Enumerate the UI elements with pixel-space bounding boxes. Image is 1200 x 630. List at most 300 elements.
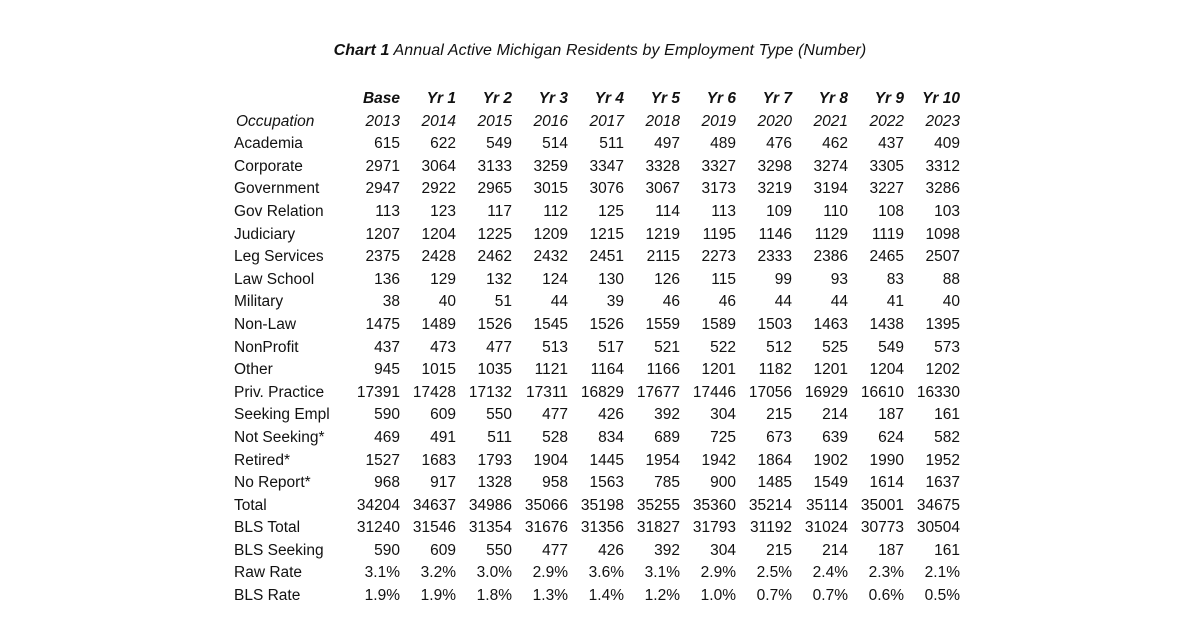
data-cell: 1489 xyxy=(421,315,456,333)
data-cell: 1.4% xyxy=(588,587,624,605)
data-cell: 46 xyxy=(662,293,680,311)
data-cell: 17428 xyxy=(412,383,456,401)
data-cell: 0.7% xyxy=(756,587,792,605)
data-cell: 1526 xyxy=(589,315,624,333)
year-cell: 2019 xyxy=(701,112,736,130)
data-cell: 1902 xyxy=(813,451,848,469)
data-cell: 582 xyxy=(934,428,960,446)
data-cell: 477 xyxy=(542,406,568,424)
data-cell: 304 xyxy=(710,541,736,559)
data-cell: 3328 xyxy=(645,157,680,175)
table-row xyxy=(234,269,960,292)
data-cell: 2115 xyxy=(646,248,680,266)
data-cell: 83 xyxy=(886,270,904,288)
data-cell: 511 xyxy=(599,135,624,153)
column-header: Base xyxy=(362,90,400,107)
data-cell: 517 xyxy=(598,338,624,356)
data-cell: 3133 xyxy=(477,157,512,175)
data-cell: 409 xyxy=(934,135,960,153)
data-cell: 3.6% xyxy=(588,564,624,582)
data-cell: 426 xyxy=(598,406,624,424)
data-cell: 573 xyxy=(934,338,960,356)
data-cell: 511 xyxy=(487,428,512,446)
data-cell: 3219 xyxy=(757,180,792,198)
data-cell: 39 xyxy=(606,293,624,311)
data-cell: 426 xyxy=(598,541,624,559)
data-cell: 639 xyxy=(822,428,848,446)
data-cell: 3259 xyxy=(533,157,568,175)
data-cell: 3015 xyxy=(533,180,568,198)
data-cell: 30773 xyxy=(860,519,904,537)
data-cell: 2.9% xyxy=(700,564,736,582)
data-cell: 522 xyxy=(710,338,736,356)
row-label: BLS Seeking xyxy=(234,541,324,559)
data-cell: 16330 xyxy=(916,383,960,401)
data-cell: 1485 xyxy=(757,474,792,492)
data-cell: 1438 xyxy=(869,315,904,333)
data-cell: 161 xyxy=(934,406,960,424)
header-blank-cell xyxy=(234,88,344,111)
data-cell: 126 xyxy=(654,270,680,288)
data-cell: 1215 xyxy=(589,225,624,243)
data-cell: 35066 xyxy=(524,496,568,514)
data-cell: 1209 xyxy=(533,225,568,243)
data-cell: 31192 xyxy=(750,519,792,537)
data-cell: 1098 xyxy=(925,225,960,243)
data-cell: 31546 xyxy=(412,519,456,537)
data-cell: 1204 xyxy=(869,361,904,379)
data-cell: 3.1% xyxy=(364,564,400,582)
data-cell: 437 xyxy=(374,338,400,356)
table-row xyxy=(234,427,960,450)
data-cell: 35001 xyxy=(860,496,904,514)
data-cell: 1204 xyxy=(421,225,456,243)
chart-title-text: Annual Active Michigan Residents by Employment Type (Number) xyxy=(393,42,867,59)
data-cell: 2451 xyxy=(589,248,624,266)
table-row xyxy=(234,517,960,540)
column-header: Yr 4 xyxy=(594,90,624,107)
table-body xyxy=(234,111,960,608)
data-cell: 2507 xyxy=(925,248,960,266)
data-cell: 34986 xyxy=(468,496,512,514)
column-header: Yr 1 xyxy=(426,90,456,107)
header-row xyxy=(234,88,960,111)
occupation-header: Occupation xyxy=(236,112,315,130)
data-cell: 689 xyxy=(654,428,680,446)
data-cell: 31827 xyxy=(636,519,680,537)
data-cell: 31793 xyxy=(692,519,736,537)
data-cell: 725 xyxy=(710,428,736,446)
data-cell: 549 xyxy=(878,338,904,356)
data-cell: 673 xyxy=(766,428,792,446)
data-cell: 1614 xyxy=(869,474,904,492)
data-cell: 917 xyxy=(430,474,456,492)
data-cell: 3.2% xyxy=(420,564,456,582)
data-cell: 2.5% xyxy=(756,564,792,582)
data-cell: 103 xyxy=(934,202,960,220)
data-cell: 1219 xyxy=(645,225,680,243)
data-cell: 34204 xyxy=(356,496,400,514)
data-cell: 1549 xyxy=(813,474,848,492)
data-cell: 136 xyxy=(374,270,400,288)
data-cell: 489 xyxy=(710,135,736,153)
data-cell: 1015 xyxy=(421,361,456,379)
data-cell: 1195 xyxy=(702,225,736,243)
data-cell: 1146 xyxy=(758,225,792,243)
data-cell: 473 xyxy=(430,338,456,356)
data-table xyxy=(234,88,960,608)
data-cell: 3227 xyxy=(869,180,904,198)
data-cell: 2971 xyxy=(365,157,400,175)
data-cell: 550 xyxy=(486,406,512,424)
data-cell: 2273 xyxy=(701,248,736,266)
data-cell: 215 xyxy=(766,541,792,559)
row-label: NonProfit xyxy=(234,338,299,356)
row-label: Total xyxy=(234,496,267,514)
data-cell: 624 xyxy=(878,428,904,446)
data-cell: 112 xyxy=(543,202,568,220)
year-cell: 2018 xyxy=(645,112,680,130)
data-cell: 1952 xyxy=(925,451,960,469)
data-cell: 3274 xyxy=(813,157,848,175)
data-cell: 437 xyxy=(878,135,904,153)
data-cell: 31240 xyxy=(356,519,400,537)
column-header: Yr 6 xyxy=(706,90,736,107)
data-cell: 1182 xyxy=(758,361,792,379)
data-cell: 35214 xyxy=(748,496,792,514)
data-cell: 514 xyxy=(542,135,568,153)
table-row xyxy=(234,133,960,156)
data-cell: 1395 xyxy=(925,315,960,333)
row-label: Seeking Empl xyxy=(234,406,330,424)
data-cell: 35198 xyxy=(580,496,624,514)
data-cell: 550 xyxy=(486,541,512,559)
table-row xyxy=(234,404,960,427)
data-cell: 834 xyxy=(598,428,624,446)
data-cell: 469 xyxy=(374,428,400,446)
data-cell: 1.2% xyxy=(644,587,680,605)
data-cell: 525 xyxy=(822,338,848,356)
data-cell: 132 xyxy=(486,270,512,288)
data-cell: 900 xyxy=(710,474,736,492)
data-cell: 17391 xyxy=(356,383,400,401)
data-cell: 590 xyxy=(374,541,400,559)
data-cell: 16829 xyxy=(580,383,624,401)
data-cell: 3327 xyxy=(701,157,736,175)
data-cell: 214 xyxy=(822,406,848,424)
data-cell: 513 xyxy=(542,338,568,356)
row-label: Priv. Practice xyxy=(234,383,325,401)
data-cell: 3298 xyxy=(757,157,792,175)
data-cell: 30504 xyxy=(916,519,960,537)
data-cell: 17311 xyxy=(526,383,568,401)
data-cell: 114 xyxy=(655,202,680,220)
data-cell: 1503 xyxy=(757,315,792,333)
data-cell: 2462 xyxy=(477,248,512,266)
table-row xyxy=(234,450,960,473)
data-cell: 1164 xyxy=(590,361,624,379)
data-cell: 1035 xyxy=(477,361,512,379)
data-cell: 609 xyxy=(430,406,456,424)
data-cell: 3305 xyxy=(869,157,904,175)
data-cell: 1637 xyxy=(925,474,960,492)
data-cell: 1207 xyxy=(365,225,400,243)
row-label: Leg Services xyxy=(234,248,324,266)
data-cell: 2.4% xyxy=(812,564,848,582)
year-cell: 2017 xyxy=(589,112,624,130)
row-label: Government xyxy=(234,180,320,198)
data-cell: 17056 xyxy=(748,383,792,401)
row-label: Retired* xyxy=(234,451,290,469)
data-cell: 16929 xyxy=(804,383,848,401)
data-cell: 958 xyxy=(542,474,568,492)
row-label: Law School xyxy=(234,270,315,288)
data-cell: 1793 xyxy=(477,451,512,469)
data-cell: 99 xyxy=(774,270,792,288)
data-cell: 2.9% xyxy=(532,564,568,582)
data-cell: 115 xyxy=(711,270,736,288)
data-cell: 1201 xyxy=(813,361,848,379)
data-cell: 3064 xyxy=(421,157,456,175)
data-cell: 3076 xyxy=(589,180,624,198)
data-cell: 1954 xyxy=(645,451,680,469)
data-cell: 1201 xyxy=(701,361,736,379)
data-cell: 35255 xyxy=(636,496,680,514)
table-row xyxy=(234,472,960,495)
data-cell: 41 xyxy=(886,293,904,311)
data-cell: 3173 xyxy=(701,180,736,198)
row-label: Not Seeking* xyxy=(234,428,325,446)
data-cell: 1121 xyxy=(534,361,568,379)
year-cell: 2020 xyxy=(757,112,792,130)
table-row xyxy=(234,314,960,337)
data-cell: 1129 xyxy=(814,225,848,243)
data-cell: 46 xyxy=(718,293,736,311)
data-cell: 1527 xyxy=(365,451,400,469)
data-cell: 1445 xyxy=(589,451,624,469)
data-cell: 1.3% xyxy=(532,587,568,605)
year-cell: 2014 xyxy=(421,112,456,130)
row-label: Academia xyxy=(234,135,303,153)
data-cell: 31356 xyxy=(580,519,624,537)
column-header: Yr 2 xyxy=(482,90,512,107)
data-cell: 109 xyxy=(766,202,792,220)
data-cell: 491 xyxy=(430,428,456,446)
table-row xyxy=(234,585,960,608)
data-cell: 187 xyxy=(878,541,904,559)
data-cell: 17446 xyxy=(692,383,736,401)
table-row xyxy=(234,382,960,405)
data-cell: 392 xyxy=(654,541,680,559)
data-cell: 3.0% xyxy=(476,564,512,582)
data-cell: 214 xyxy=(822,541,848,559)
year-cell: 2023 xyxy=(925,112,960,130)
column-header: Yr 8 xyxy=(818,90,848,107)
data-cell: 40 xyxy=(438,293,456,311)
data-cell: 392 xyxy=(654,406,680,424)
data-cell: 0.6% xyxy=(868,587,904,605)
data-cell: 1.0% xyxy=(700,587,736,605)
data-cell: 2428 xyxy=(421,248,456,266)
data-cell: 1119 xyxy=(871,225,904,243)
data-cell: 108 xyxy=(878,202,904,220)
chart-title xyxy=(0,42,1200,60)
data-cell: 3312 xyxy=(925,157,960,175)
data-cell: 1545 xyxy=(533,315,568,333)
data-cell: 0.5% xyxy=(924,587,960,605)
data-cell: 477 xyxy=(542,541,568,559)
data-cell: 0.7% xyxy=(812,587,848,605)
data-cell: 113 xyxy=(375,202,400,220)
data-cell: 1328 xyxy=(477,474,512,492)
data-cell: 40 xyxy=(942,293,960,311)
data-cell: 615 xyxy=(374,135,400,153)
data-cell: 1559 xyxy=(645,315,680,333)
data-cell: 1225 xyxy=(477,225,512,243)
row-label: Raw Rate xyxy=(234,564,303,582)
column-header: Yr 10 xyxy=(922,90,960,107)
row-label: Corporate xyxy=(234,157,303,175)
data-cell: 3194 xyxy=(813,180,848,198)
data-cell: 549 xyxy=(486,135,512,153)
table-row xyxy=(234,562,960,585)
data-cell: 968 xyxy=(374,474,400,492)
data-cell: 130 xyxy=(598,270,624,288)
data-cell: 17132 xyxy=(468,383,512,401)
table-row xyxy=(234,359,960,382)
data-cell: 2465 xyxy=(869,248,904,266)
data-cell: 3347 xyxy=(589,157,624,175)
data-cell: 1.9% xyxy=(420,587,456,605)
year-cell: 2022 xyxy=(869,112,904,130)
row-label: BLS Rate xyxy=(234,587,301,605)
data-cell: 161 xyxy=(934,541,960,559)
table-row xyxy=(234,201,960,224)
data-cell: 512 xyxy=(766,338,792,356)
data-cell: 2.3% xyxy=(868,564,904,582)
table-row xyxy=(234,291,960,314)
data-cell: 609 xyxy=(430,541,456,559)
row-label: Non-Law xyxy=(234,315,297,333)
data-cell: 88 xyxy=(942,270,960,288)
row-label: Gov Relation xyxy=(234,202,324,220)
data-cell: 113 xyxy=(711,202,736,220)
data-cell: 117 xyxy=(487,202,512,220)
data-cell: 2922 xyxy=(421,180,456,198)
data-cell: 1589 xyxy=(701,315,736,333)
year-cell: 2015 xyxy=(477,112,512,130)
year-cell: 2021 xyxy=(813,112,848,130)
data-cell: 2947 xyxy=(365,180,400,198)
data-cell: 17677 xyxy=(636,383,680,401)
data-cell: 785 xyxy=(654,474,680,492)
data-cell: 44 xyxy=(774,293,792,311)
table-row xyxy=(234,337,960,360)
data-cell: 93 xyxy=(830,270,848,288)
data-cell: 590 xyxy=(374,406,400,424)
data-cell: 1.8% xyxy=(476,587,512,605)
year-cell: 2016 xyxy=(533,112,568,130)
row-label: Military xyxy=(234,293,284,311)
data-cell: 2386 xyxy=(813,248,848,266)
data-cell: 31024 xyxy=(804,519,848,537)
data-cell: 215 xyxy=(766,406,792,424)
data-cell: 38 xyxy=(382,293,400,311)
data-cell: 1990 xyxy=(869,451,904,469)
data-cell: 16610 xyxy=(860,383,904,401)
data-cell: 528 xyxy=(542,428,568,446)
data-cell: 125 xyxy=(598,202,624,220)
year-cell: 2013 xyxy=(365,112,400,130)
row-label: Judiciary xyxy=(234,225,296,243)
data-cell: 462 xyxy=(822,135,848,153)
row-label: BLS Total xyxy=(234,519,301,537)
data-cell: 1683 xyxy=(421,451,456,469)
data-cell: 1864 xyxy=(757,451,792,469)
data-cell: 34675 xyxy=(916,496,960,514)
column-header: Yr 5 xyxy=(650,90,680,107)
data-cell: 31354 xyxy=(468,519,512,537)
data-cell: 1904 xyxy=(533,451,568,469)
data-cell: 2333 xyxy=(757,248,792,266)
data-cell: 1942 xyxy=(701,451,736,469)
row-label: No Report* xyxy=(234,474,311,492)
data-cell: 521 xyxy=(654,338,680,356)
data-cell: 1166 xyxy=(646,361,680,379)
data-cell: 3.1% xyxy=(644,564,680,582)
data-cell: 1475 xyxy=(365,315,400,333)
data-cell: 2432 xyxy=(533,248,568,266)
data-cell: 124 xyxy=(542,270,568,288)
data-cell: 1526 xyxy=(477,315,512,333)
data-cell: 1463 xyxy=(813,315,848,333)
table-row xyxy=(234,540,960,563)
data-cell: 2965 xyxy=(477,180,512,198)
column-header: Yr 7 xyxy=(762,90,792,107)
data-cell: 51 xyxy=(494,293,512,311)
data-cell: 35114 xyxy=(806,496,848,514)
table-row xyxy=(234,246,960,269)
data-cell: 3067 xyxy=(645,180,680,198)
data-cell: 110 xyxy=(823,202,848,220)
table-row xyxy=(234,495,960,518)
data-cell: 123 xyxy=(430,202,456,220)
data-cell: 1.9% xyxy=(364,587,400,605)
table-row xyxy=(234,178,960,201)
data-cell: 622 xyxy=(430,135,456,153)
data-cell: 945 xyxy=(374,361,400,379)
data-cell: 1202 xyxy=(925,361,960,379)
column-header: Yr 9 xyxy=(874,90,904,107)
data-cell: 44 xyxy=(550,293,568,311)
data-cell: 35360 xyxy=(692,496,736,514)
data-cell: 477 xyxy=(486,338,512,356)
data-cell: 497 xyxy=(654,135,680,153)
data-cell: 129 xyxy=(430,270,456,288)
column-header: Yr 3 xyxy=(538,90,568,107)
data-cell: 2375 xyxy=(365,248,400,266)
year-row xyxy=(234,111,960,134)
row-label: Other xyxy=(234,361,273,379)
data-cell: 44 xyxy=(830,293,848,311)
data-cell: 304 xyxy=(710,406,736,424)
data-cell: 1563 xyxy=(589,474,624,492)
data-cell: 187 xyxy=(878,406,904,424)
data-cell: 2.1% xyxy=(924,564,960,582)
data-cell: 476 xyxy=(766,135,792,153)
data-cell: 34637 xyxy=(412,496,456,514)
data-cell: 31676 xyxy=(524,519,568,537)
